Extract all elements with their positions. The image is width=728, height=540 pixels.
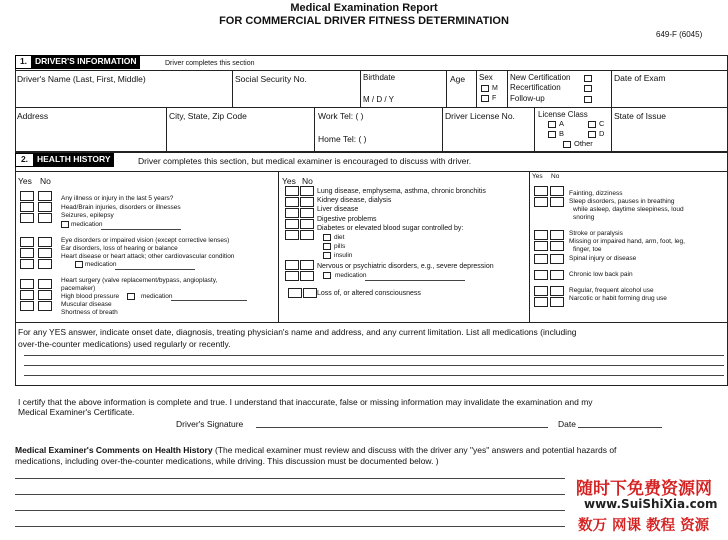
diabetes-pills-checkbox[interactable] — [323, 243, 331, 250]
col3-yes-box[interactable] — [534, 297, 548, 307]
hh-item: Loss of, or altered consciousness — [317, 290, 421, 297]
hh-item: snoring — [573, 214, 595, 221]
watermark-line3: 数万 网课 教程 资源 — [578, 518, 710, 534]
col2-no-box[interactable] — [300, 230, 314, 240]
comment-line[interactable] — [15, 494, 565, 495]
col3-yes-box[interactable] — [534, 241, 548, 251]
hh-item: Heart disease or heart attack; other cardiovascular condition — [61, 253, 235, 260]
comment-line[interactable] — [15, 478, 565, 479]
col3-yes-box[interactable] — [534, 270, 548, 280]
col1-yes-box[interactable] — [20, 248, 34, 258]
col3-no-box[interactable] — [550, 241, 564, 251]
class-d-checkbox[interactable] — [588, 131, 596, 138]
hh-item: insulin — [334, 252, 353, 259]
section1-note: Driver completes this section — [165, 60, 255, 67]
hh-item: Lung disease, emphysema, asthma, chronic bronchitis — [317, 188, 486, 195]
comments-text-2: medications, including over-the-counter medications, while driving. This discussion must be documented below. ) — [15, 456, 439, 466]
city-label: City, State, Zip Code — [169, 111, 247, 121]
col1-yes-box[interactable] — [20, 191, 34, 201]
hh-item: pills — [334, 243, 346, 250]
hh-item: Diabetes or elevated blood sugar controlled by: — [317, 225, 464, 232]
sex-label: Sex — [479, 73, 493, 82]
col2-yes-box[interactable] — [285, 230, 299, 240]
col3-yes-box[interactable] — [534, 230, 548, 240]
section1-number: 1. — [15, 55, 32, 69]
class-b-checkbox[interactable] — [548, 131, 556, 138]
sex-f-checkbox[interactable] — [481, 95, 489, 102]
col2-no-box[interactable] — [300, 271, 314, 281]
col2-no-box[interactable] — [303, 288, 317, 298]
hh-item: Sleep disorders, pauses in breathing — [569, 198, 675, 205]
col2-no-box[interactable] — [300, 260, 314, 270]
class-a-checkbox[interactable] — [548, 121, 556, 128]
col1-no-box[interactable] — [38, 279, 52, 289]
yes-instructions: For any YES answer, indicate onset date, diagnosis, treating physician's name and address, and any current limitation. List all medications (including — [18, 327, 577, 337]
col3-no-box[interactable] — [550, 254, 564, 264]
comments-text: (The medical examiner must review and discuss with the driver any "yes" answers and potential hazards of — [212, 445, 617, 455]
col1-yes-box[interactable] — [20, 290, 34, 300]
col3-yes-label: Yes — [532, 173, 543, 180]
license-class-label: License Class — [538, 110, 588, 119]
col3-no-box[interactable] — [550, 286, 564, 296]
birthdate-format: M / D / Y — [363, 95, 394, 104]
report-title: Medical Examination Report — [290, 2, 438, 14]
section2-note: Driver completes this section, but medical examiner is encouraged to discuss with driver. — [138, 156, 472, 166]
hh-item: Muscular disease — [61, 301, 112, 308]
col2-yes-label: Yes — [282, 176, 296, 186]
col3-no-box[interactable] — [550, 186, 564, 196]
col3-yes-box[interactable] — [534, 286, 548, 296]
col1-yes-box[interactable] — [20, 202, 34, 212]
class-other-checkbox[interactable] — [563, 141, 571, 148]
comment-line[interactable] — [15, 526, 565, 527]
col2-no-box[interactable] — [300, 197, 314, 207]
form-number: 649-F (6045) — [656, 30, 703, 39]
hh-item: Missing or impaired hand, arm, foot, leg, — [569, 238, 685, 245]
yes-instructions-2: over-the-counter medications) used regularly or recently. — [18, 339, 231, 349]
col1-no-box[interactable] — [38, 237, 52, 247]
hh-item: High blood pressure — [61, 293, 120, 300]
col2-yes-box[interactable] — [285, 186, 299, 196]
section1-title: DRIVER'S INFORMATION — [32, 55, 140, 69]
col2-no-label: No — [302, 176, 313, 186]
col3-no-box[interactable] — [550, 270, 564, 280]
hh-item: Ear disorders, loss of hearing or balance — [61, 245, 178, 252]
signature-label: Driver's Signature — [176, 419, 244, 429]
signature-line[interactable] — [256, 427, 548, 428]
hh-item: Digestive problems — [317, 216, 377, 223]
class-b-label: B — [559, 129, 565, 138]
sex-m-checkbox[interactable] — [481, 85, 489, 92]
col1-no-label: No — [40, 176, 51, 186]
explanation-line[interactable] — [24, 355, 724, 356]
class-a-label: A — [559, 119, 565, 128]
col3-no-label: No — [551, 173, 560, 180]
followup-label: Follow-up — [510, 94, 545, 103]
medication-label: medication — [141, 293, 173, 300]
medication-label: medication — [335, 272, 367, 279]
hh-item: Kidney disease, dialysis — [317, 197, 392, 204]
col3-no-box[interactable] — [550, 197, 564, 207]
col1-no-box[interactable] — [38, 191, 52, 201]
watermark-line2: www.SuiShiXia.com — [584, 497, 718, 511]
followup-checkbox[interactable] — [584, 96, 592, 103]
comments-paragraph — [15, 445, 616, 455]
medication-label: medication — [85, 261, 117, 268]
medication-label: medication — [71, 221, 103, 228]
col1-no-box[interactable] — [38, 213, 52, 223]
col2-yes-box[interactable] — [288, 288, 302, 298]
hh-item: Chronic low back pain — [569, 271, 633, 278]
col3-no-box[interactable] — [550, 297, 564, 307]
col3-yes-box[interactable] — [534, 186, 548, 196]
col1-no-box[interactable] — [38, 259, 52, 269]
certification-text: I certify that the above information is complete and true. I understand that inaccurate, false or missing information may invalidate the examination and my — [18, 397, 593, 407]
col1-no-box[interactable] — [38, 202, 52, 212]
hh-item: Fainting, dizziness — [569, 190, 623, 197]
birthdate-label: Birthdate — [363, 73, 396, 82]
recert-label: Recertification — [510, 83, 561, 92]
col3-no-box[interactable] — [550, 230, 564, 240]
watermark-line1: 随时下免费资源网 — [576, 479, 712, 499]
hh-item: Heart surgery (valve replacement/bypass, angioplasty, — [61, 277, 218, 284]
diabetes-diet-checkbox[interactable] — [323, 234, 331, 241]
certification-text-2: Medical Examiner's Certificate. — [18, 407, 135, 417]
explanation-line[interactable] — [24, 375, 724, 376]
section2-title: HEALTH HISTORY — [34, 153, 114, 167]
hh-item: Stroke or paralysis — [569, 230, 623, 237]
col2-no-box[interactable] — [300, 208, 314, 218]
date-label: Date — [558, 419, 576, 429]
medication-checkbox[interactable] — [61, 221, 69, 228]
ssn-label: Social Security No. — [235, 74, 307, 84]
date-line[interactable] — [578, 427, 662, 428]
sex-m-label: M — [492, 85, 498, 92]
medication-checkbox[interactable] — [323, 272, 331, 279]
col1-yes-box[interactable] — [20, 259, 34, 269]
exam-date-label: Date of Exam — [614, 73, 666, 83]
col1-yes-box[interactable] — [20, 237, 34, 247]
hh-item: Regular, frequent alcohol use — [569, 287, 654, 294]
col1-yes-box[interactable] — [20, 301, 34, 311]
license-no-label: Driver License No. — [445, 111, 515, 121]
hh-item: Any illness or injury in the last 5 years? — [61, 195, 174, 202]
col2-no-box[interactable] — [300, 186, 314, 196]
hh-item: Shortness of breath — [61, 309, 118, 316]
col1-no-box[interactable] — [38, 301, 52, 311]
col1-no-box[interactable] — [38, 248, 52, 258]
hh-item: Spinal injury or disease — [569, 255, 637, 262]
explanation-line[interactable] — [24, 365, 724, 366]
class-c-label: C — [599, 119, 605, 128]
comment-line[interactable] — [15, 510, 565, 511]
class-d-label: D — [599, 129, 605, 138]
col2-yes-box[interactable] — [285, 208, 299, 218]
col2-yes-box[interactable] — [285, 197, 299, 207]
diabetes-insulin-checkbox[interactable] — [323, 252, 331, 259]
hh-item: Nervous or psychiatric disorders, e.g., severe depression — [317, 263, 494, 270]
hh-item: finger, toe — [573, 246, 602, 253]
col2-no-box[interactable] — [300, 219, 314, 229]
class-c-checkbox[interactable] — [588, 121, 596, 128]
medication-checkbox[interactable] — [127, 293, 135, 300]
section2-number: 2. — [15, 153, 34, 167]
work-tel-label: Work Tel: ( ) — [318, 111, 364, 121]
new-cert-label: New Certification — [510, 73, 571, 82]
col1-yes-box[interactable] — [20, 279, 34, 289]
comments-heading: Medical Examiner's Comments on Health History — [15, 445, 213, 455]
col2-yes-box[interactable] — [285, 271, 299, 281]
state-issue-label: State of Issue — [614, 111, 666, 121]
sex-f-label: F — [492, 95, 497, 102]
hh-item: Liver disease — [317, 206, 359, 213]
hh-item: Narcotic or habit forming drug use — [569, 295, 667, 302]
hh-item: diet — [334, 234, 345, 241]
hh-item: while asleep, daytime sleepiness, loud — [573, 206, 684, 213]
col1-yes-box[interactable] — [20, 213, 34, 223]
hh-item: Head/Brain injuries, disorders or illnesses — [61, 204, 181, 211]
driver-name-label: Driver's Name (Last, First, Middle) — [17, 74, 146, 84]
col2-yes-box[interactable] — [285, 260, 299, 270]
col3-yes-box[interactable] — [534, 197, 548, 207]
new-cert-checkbox[interactable] — [584, 75, 592, 82]
col1-no-box[interactable] — [38, 290, 52, 300]
report-subtitle: FOR COMMERCIAL DRIVER FITNESS DETERMINATION — [219, 15, 509, 27]
medication-checkbox[interactable] — [75, 261, 83, 268]
home-tel-label: Home Tel: ( ) — [318, 134, 367, 144]
recert-checkbox[interactable] — [584, 85, 592, 92]
hh-item: pacemaker) — [61, 285, 96, 292]
age-label: Age — [450, 74, 466, 84]
hh-item: Eye disorders or impaired vision (except corrective lenses) — [61, 237, 230, 244]
col1-yes-label: Yes — [18, 176, 32, 186]
class-other-label: Other — [574, 139, 593, 148]
address-label: Address — [17, 111, 49, 121]
col2-yes-box[interactable] — [285, 219, 299, 229]
hh-item: Seizures, epilepsy — [61, 212, 114, 219]
col3-yes-box[interactable] — [534, 254, 548, 264]
